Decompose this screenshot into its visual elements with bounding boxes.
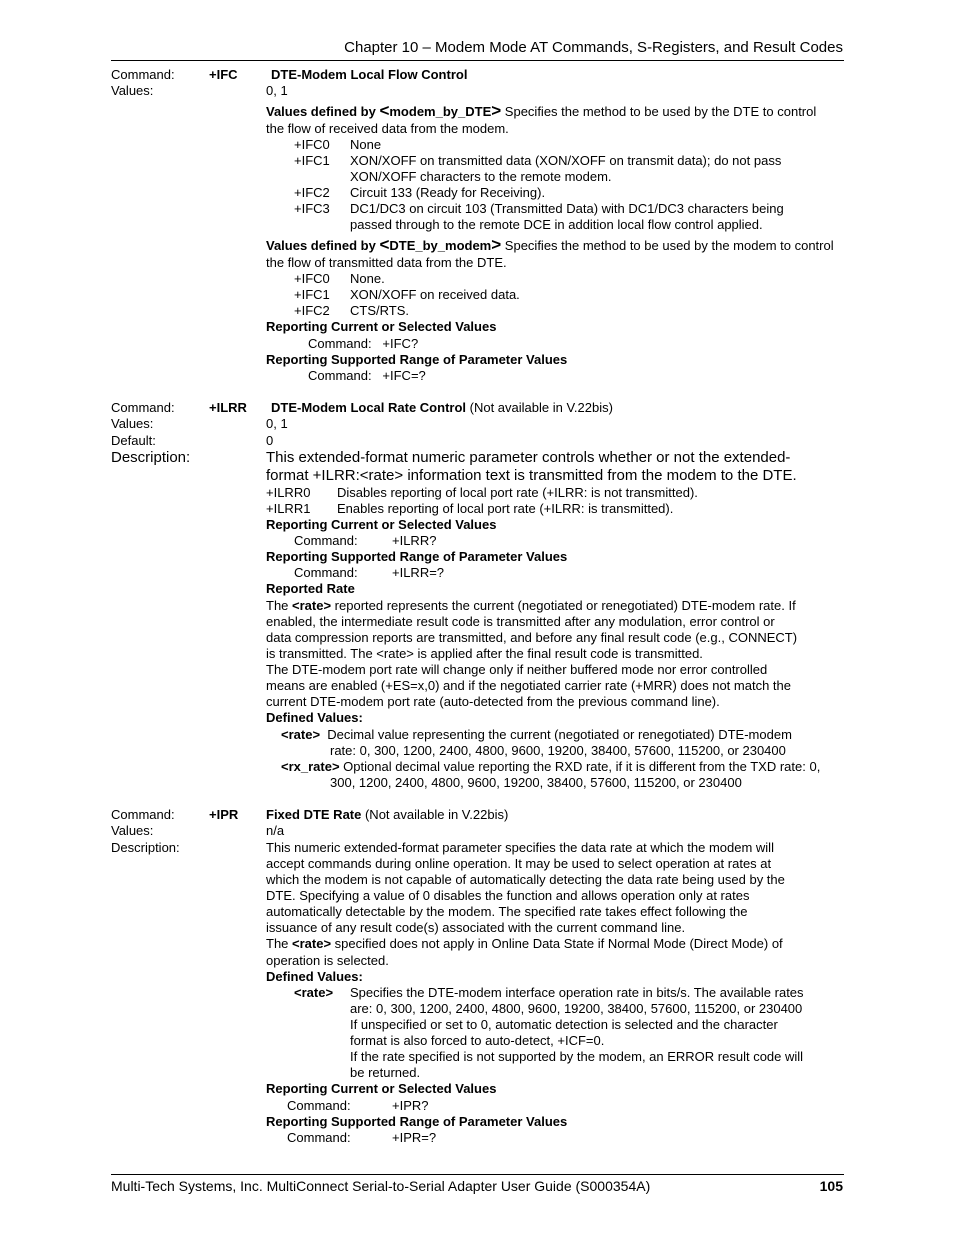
paragraph-line: the flow of received data from the modem. [266,121,509,136]
footer-rule [111,1174,844,1175]
option-code: +ILRR0 [266,485,311,500]
range-command: Command: +IFC=? [308,368,426,383]
defined-value-line: are: 0, 300, 1200, 2400, 4800, 9600, 19200, 38400, 57600, 115200, or 230400 [350,1001,803,1016]
option-code: +ILRR1 [266,501,311,516]
values-label: Values: [111,83,154,98]
option-text: None. [350,271,385,286]
description-label: Description: [111,840,180,855]
option-text: Enables reporting of local port rate (+ILRR: is transmitted). [337,501,674,516]
option-text: Circuit 133 (Ready for Receiving). [350,185,546,200]
command-title: DTE-Modem Local Rate Control (Not available in V.22bis) [271,400,613,415]
defined-value-line: Specifies the DTE-modem interface operation rate in bits/s. The available rates [350,985,804,1000]
description-line: This numeric extended-format parameter specifies the data rate at which the modem will [266,840,774,855]
description-line: operation is selected. [266,953,389,968]
option-code: +IFC2 [294,303,330,318]
description-line: accept commands during online operation. It may be used to select operation at rates at [266,856,772,871]
default-label: Default: [111,433,156,448]
option-text: DC1/DC3 on circuit 103 (Transmitted Data) with DC1/DC3 characters being [350,201,784,216]
values-text: n/a [266,823,285,838]
option-code: +IFC0 [294,137,330,152]
reported-rate-line: current DTE-modem port rate (auto-detected from the previous command line). [266,694,720,709]
range-command: +ILRR=? [392,565,445,580]
range-command: +IPR=? [392,1130,437,1145]
defined-values-heading: Defined Values: [266,710,363,725]
report-command: +IPR? [392,1098,429,1113]
values-text: 0, 1 [266,416,288,431]
option-code: +IFC1 [294,153,330,168]
option-code: +IFC0 [294,271,330,286]
description-line: issuance of any result code(s) associated with the current command line. [266,920,686,935]
values-text: 0, 1 [266,83,288,98]
option-text: None [350,137,382,152]
range-command-label: Command: [294,565,358,580]
paragraph-line: the flow of transmitted data from the DTE. [266,255,507,270]
defined-value-line: If the rate specified is not supported by the modem, an ERROR result code will [350,1049,804,1064]
report-command: Command: +IFC? [308,336,419,351]
dte-by-modem-paragraph: Values defined by <DTE_by_modem> Specifies the method to be used by the modem to control [266,235,834,254]
defined-value-line: format is also forced to auto-detect, +ICF=0. [350,1033,605,1048]
defined-values-heading: Defined Values: [266,969,363,984]
option-text: Disables reporting of local port rate (+ILRR: is not transmitted). [337,485,698,500]
default-text: 0 [266,433,274,448]
option-code: +IFC2 [294,185,330,200]
command-label: Command: [111,807,175,822]
reported-rate-line: enabled, the intermediate result code is transmitted after any modulation, error control or [266,614,775,629]
defined-value-line: If unspecified or set to 0, automatic detection is selected and the character [350,1017,778,1032]
option-text: XON/XOFF on transmitted data (XON/XOFF on transmit data); do not pass [350,153,782,168]
defined-value-line: 300, 1200, 2400, 4800, 9600, 19200, 38400, 57600, 115200, or 230400 [330,775,742,790]
description-line: The <rate> specified does not apply in Online Data State if Normal Mode (Direct Mode) of [266,936,783,951]
option-text: passed through to the remote DCE in addition local flow control applied. [350,217,763,232]
report-heading: Reporting Current or Selected Values [266,1081,497,1096]
description-line: DTE. Specifying a value of 0 disables the function and allows operation only at rates [266,888,750,903]
defined-value-term: <rate> [294,985,334,1000]
reported-rate-line: The DTE-modem port rate will change only if neither buffered mode nor error controlled [266,662,768,677]
values-label: Values: [111,416,154,431]
values-label: Values: [111,823,154,838]
report-command-label: Command: [287,1098,351,1113]
option-text: XON/XOFF characters to the remote modem. [350,169,612,184]
description-line: format +ILRR:<rate> information text is transmitted from the modem to the DTE. [266,467,797,484]
header-rule [111,60,844,61]
command-label: Command: [111,67,175,82]
option-code: +IFC1 [294,287,330,302]
command-name: +IFC [209,67,238,82]
command-title: Fixed DTE Rate (Not available in V.22bis) [266,807,509,822]
description-label: Description: [111,449,191,466]
range-command-label: Command: [287,1130,351,1145]
defined-value-line: be returned. [350,1065,421,1080]
reported-rate-line: is transmitted. The <rate> is applied after the final result code is transmitted. [266,646,703,661]
chapter-header: Chapter 10 – Modem Mode AT Commands, S-Registers, and Result Codes [344,39,843,56]
range-heading: Reporting Supported Range of Parameter Values [266,352,568,367]
modem-by-dte-paragraph: Values defined by <modem_by_DTE> Specifies the method to be used by the DTE to control [266,101,817,120]
description-line: which the modem is not capable of automatically detecting the data rate being used by the [266,872,785,887]
page-number: 105 [819,1178,843,1194]
report-heading: Reporting Current or Selected Values [266,517,497,532]
footer-text: Multi-Tech Systems, Inc. MultiConnect Serial-to-Serial Adapter User Guide (S000354A) [111,1178,651,1194]
report-command: +ILRR? [392,533,437,548]
reported-rate-heading: Reported Rate [266,581,355,596]
report-command-label: Command: [294,533,358,548]
reported-rate-line: means are enabled (+ES=x,0) and if the negotiated carrier rate (+MRR) does not match the [266,678,791,693]
defined-value: <rx_rate> Optional decimal value reporting the RXD rate, if it is different from the TXD rate: 0, [281,759,821,774]
range-heading: Reporting Supported Range of Parameter Values [266,1114,568,1129]
command-title: DTE-Modem Local Flow Control [271,67,468,82]
command-name: +ILRR [209,400,247,415]
reported-rate-line: data compression reports are transmitted, and before any final result code (e.g., CONNECT) [266,630,798,645]
defined-value: <rate> Decimal value representing the current (negotiated or renegotiated) DTE-modem [281,727,792,742]
range-heading: Reporting Supported Range of Parameter Values [266,549,568,564]
report-heading: Reporting Current or Selected Values [266,319,497,334]
command-label: Command: [111,400,175,415]
description-line: automatically detectable by the modem. The specified rate takes effect following the [266,904,748,919]
defined-value-line: rate: 0, 300, 1200, 2400, 4800, 9600, 19200, 38400, 57600, 115200, or 230400 [330,743,786,758]
reported-rate-line: The <rate> reported represents the current (negotiated or renegotiated) DTE-modem rate. If [266,598,796,613]
description-line: This extended-format numeric parameter controls whether or not the extended- [266,449,791,466]
option-code: +IFC3 [294,201,330,216]
page-footer [111,1177,843,1195]
command-name: +IPR [209,807,239,822]
option-text: CTS/RTS. [350,303,409,318]
option-text: XON/XOFF on received data. [350,287,520,302]
